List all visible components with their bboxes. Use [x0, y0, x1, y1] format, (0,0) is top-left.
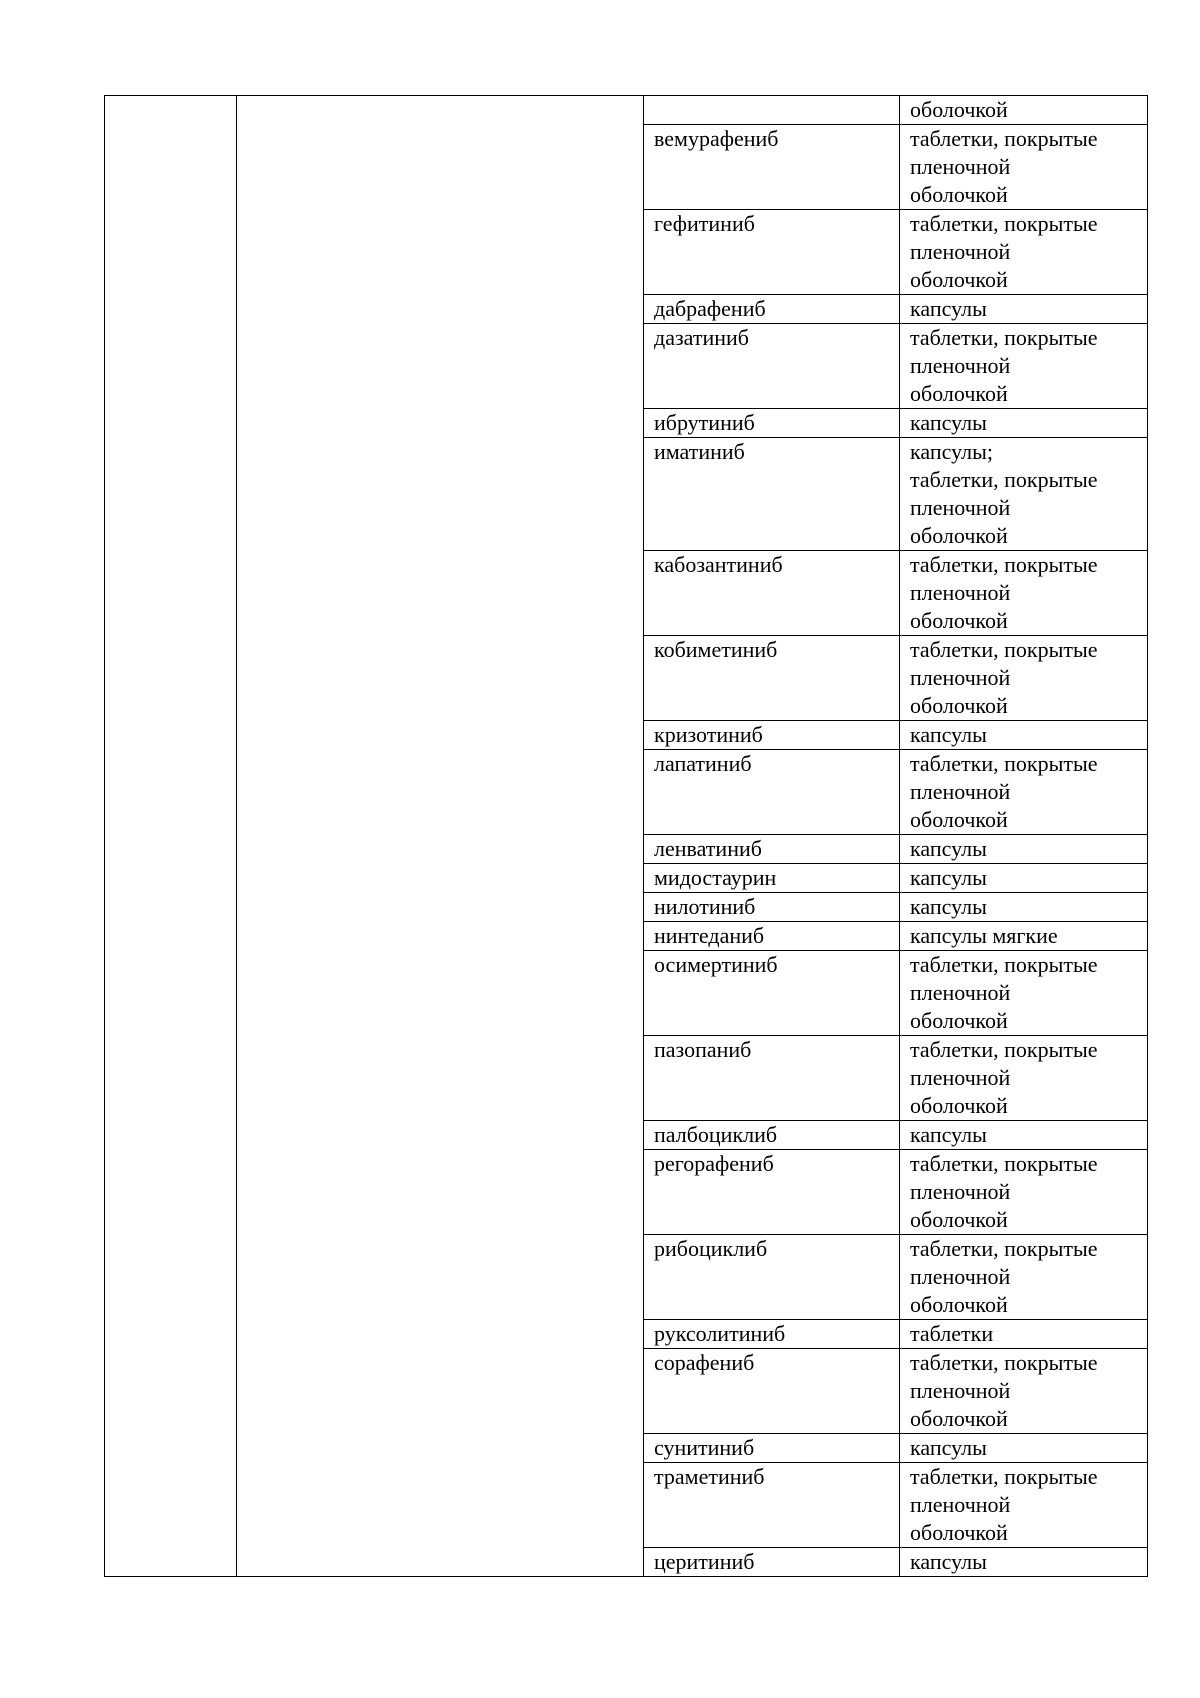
drug-table — [104, 95, 1148, 1577]
drug-name-cell: палбоциклиб — [644, 1121, 900, 1150]
drug-name-cell: осимертиниб — [644, 951, 900, 1036]
drug-name-cell: сунитиниб — [644, 1434, 900, 1463]
drug-name-cell: ибрутиниб — [644, 409, 900, 438]
dosage-form-cell: капсулы — [900, 409, 1148, 438]
drug-name-cell: траметиниб — [644, 1463, 900, 1548]
dosage-form-cell: капсулы — [900, 864, 1148, 893]
dosage-form-cell: капсулы — [900, 1548, 1148, 1577]
drug-name-cell: церитиниб — [644, 1548, 900, 1577]
drug-name-cell: ленватиниб — [644, 835, 900, 864]
drug-name-cell: кризотиниб — [644, 721, 900, 750]
dosage-form-cell: капсулы; таблетки, покрытые пленочной оболочкой — [900, 438, 1148, 551]
dosage-form-cell: капсулы — [900, 893, 1148, 922]
dosage-form-cell: капсулы — [900, 721, 1148, 750]
drug-name-cell: гефитиниб — [644, 210, 900, 295]
dosage-form-cell: таблетки, покрытые пленочной оболочкой — [900, 951, 1148, 1036]
dosage-form-cell: таблетки, покрытые пленочной оболочкой — [900, 125, 1148, 210]
drug-name-cell: дабрафениб — [644, 295, 900, 324]
group-cell — [237, 96, 644, 1577]
dosage-form-cell: таблетки, покрытые пленочной оболочкой — [900, 1150, 1148, 1235]
drug-name-cell: рибоциклиб — [644, 1235, 900, 1320]
drug-name-cell: мидостаурин — [644, 864, 900, 893]
drug-name-cell: руксолитиниб — [644, 1320, 900, 1349]
dosage-form-cell: таблетки, покрытые пленочной оболочкой — [900, 551, 1148, 636]
dosage-form-cell: таблетки, покрытые пленочной оболочкой — [900, 1036, 1148, 1121]
dosage-form-cell: таблетки, покрытые пленочной оболочкой — [900, 750, 1148, 835]
code-cell — [105, 96, 237, 1577]
table-body — [105, 96, 1148, 1577]
drug-name-cell: дазатиниб — [644, 324, 900, 409]
drug-name-cell: кабозантиниб — [644, 551, 900, 636]
dosage-form-cell: оболочкой — [900, 96, 1148, 125]
drug-name-cell: лапатиниб — [644, 750, 900, 835]
drug-name-cell: вемурафениб — [644, 125, 900, 210]
drug-name-cell: кобиметиниб — [644, 636, 900, 721]
dosage-form-cell: таблетки — [900, 1320, 1148, 1349]
drug-name-cell: регорафениб — [644, 1150, 900, 1235]
drug-name-cell: нилотиниб — [644, 893, 900, 922]
dosage-form-cell: таблетки, покрытые пленочной оболочкой — [900, 1463, 1148, 1548]
dosage-form-cell: таблетки, покрытые пленочной оболочкой — [900, 1349, 1148, 1434]
dosage-form-cell: капсулы — [900, 1121, 1148, 1150]
drug-name-cell: пазопаниб — [644, 1036, 900, 1121]
drug-name-cell: нинтеданиб — [644, 922, 900, 951]
dosage-form-cell: капсулы мягкие — [900, 922, 1148, 951]
drug-name-cell — [644, 96, 900, 125]
dosage-form-cell: капсулы — [900, 835, 1148, 864]
dosage-form-cell: капсулы — [900, 1434, 1148, 1463]
drug-name-cell: иматиниб — [644, 438, 900, 551]
table-row — [105, 96, 1148, 125]
dosage-form-cell: таблетки, покрытые пленочной оболочкой — [900, 324, 1148, 409]
dosage-form-cell: капсулы — [900, 295, 1148, 324]
dosage-form-cell: таблетки, покрытые пленочной оболочкой — [900, 1235, 1148, 1320]
dosage-form-cell: таблетки, покрытые пленочной оболочкой — [900, 210, 1148, 295]
dosage-form-cell: таблетки, покрытые пленочной оболочкой — [900, 636, 1148, 721]
drug-name-cell: сорафениб — [644, 1349, 900, 1434]
